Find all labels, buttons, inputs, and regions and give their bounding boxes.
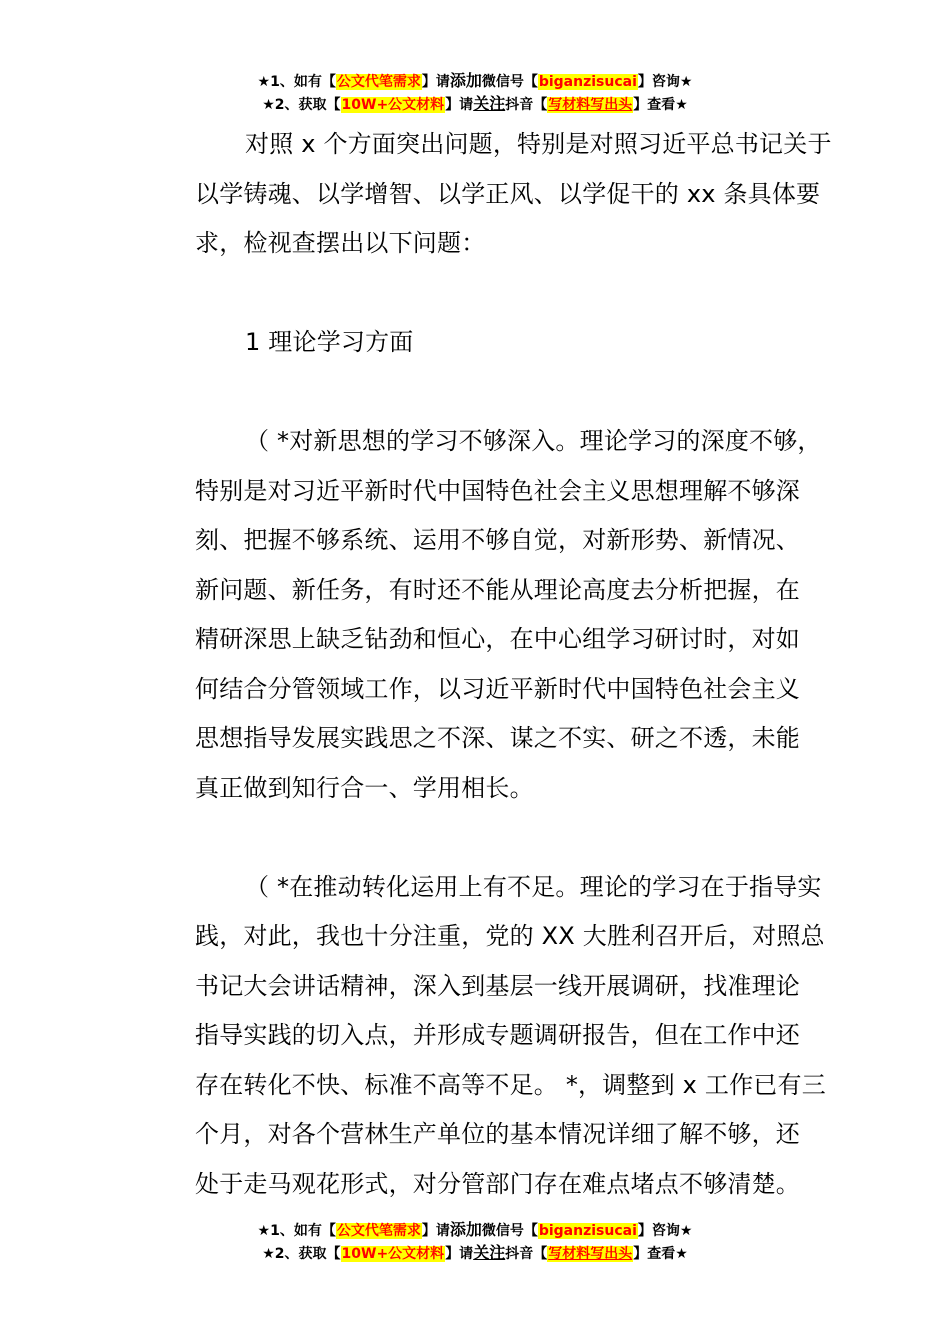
- ad-highlight-materials: 10W+公文材料: [341, 97, 445, 113]
- ad-text: 】请: [445, 1246, 474, 1262]
- ad-text: 微信号【: [481, 74, 538, 90]
- intro-paragraph: [145, 120, 832, 269]
- ad-emphasis-add: 添加: [449, 71, 482, 90]
- section-heading: 1 理论学习方面: [245, 328, 414, 356]
- text-line: 新问题、新任务，有时还不能从理论高度去分析把握，在: [195, 575, 800, 604]
- ad-prefix: ★2、获取【: [262, 97, 341, 113]
- text-line: （ *对新思想的学习不够深入。理论学习的深度不够，: [245, 427, 822, 455]
- text-line: 以学铸魂、以学增智、以学正风、以学促干的 xx 条具体要: [195, 179, 821, 208]
- text-line: 践，对此，我也十分注重，党的 XX 大胜利召开后，对照总: [195, 922, 825, 950]
- document-body: [145, 120, 832, 1209]
- ad-emphasis-follow: 关注: [473, 1243, 506, 1262]
- footer-ad-line-1: [0, 1220, 950, 1241]
- paragraph-gap: [145, 368, 810, 418]
- text-line: 书记大会讲话精神，深入到基层一线开展调研，找准理论: [195, 971, 800, 1000]
- text-line: 真正做到知行合一、学用相长。: [195, 773, 534, 802]
- paragraph-theory-depth: [145, 417, 822, 813]
- text-line: 刻、把握不够系统、运用不够自觉，对新形势、新情况、: [195, 526, 800, 554]
- ad-suffix: 】咨询★: [637, 74, 693, 90]
- text-line: 处于走马观花形式，对分管部门存在难点堵点不够清楚。: [195, 1169, 800, 1198]
- footer-ad-line-2: [0, 1243, 950, 1264]
- ad-highlight-ghostwriting: 公文代笔需求: [336, 74, 421, 90]
- text-line: 特别是对习近平新时代中国特色社会主义思想理解不够深: [195, 476, 800, 505]
- ad-emphasis-follow: 关注: [473, 94, 506, 113]
- ad-highlight-wechat-id: biganzisucai: [538, 74, 637, 90]
- header-ad-line-1: [0, 71, 950, 92]
- text-line: 对照 x 个方面突出问题，特别是对照习近平总书记关于: [245, 130, 832, 158]
- text-line: 精研深思上缺乏钻劲和恒心，在中心组学习研讨时，对如: [195, 625, 800, 653]
- ad-text: 】请: [445, 97, 474, 113]
- ad-suffix: 】咨询★: [637, 1223, 693, 1239]
- text-line: 存在转化不快、标准不高等不足。 *，调整到 x 工作已有三: [195, 1070, 826, 1099]
- ad-text: 抖音【: [505, 97, 548, 113]
- ad-text: 抖音【: [505, 1246, 548, 1262]
- ad-text: 】请: [421, 1223, 450, 1239]
- text-line: 何结合分管领域工作，以习近平新时代中国特色社会主义: [195, 674, 800, 703]
- header-ad-line-2: [0, 94, 950, 115]
- ad-highlight-wechat-id: biganzisucai: [538, 1223, 637, 1239]
- ad-suffix: 】查看★: [633, 1246, 688, 1262]
- ad-prefix: ★2、获取【: [262, 1246, 341, 1262]
- ad-prefix: ★1、如有【: [257, 74, 336, 90]
- ad-highlight-ghostwriting: 公文代笔需求: [336, 1223, 421, 1239]
- text-line: 思想指导发展实践思之不深、谋之不实、研之不透，未能: [195, 724, 800, 752]
- paragraph-gap: [145, 269, 810, 319]
- ad-suffix: 】查看★: [633, 97, 688, 113]
- ad-highlight-materials: 10W+公文材料: [341, 1246, 445, 1262]
- text-line: 求，检视查摆出以下问题：: [195, 229, 486, 257]
- paragraph-gap: [145, 813, 810, 863]
- ad-text: 微信号【: [481, 1223, 538, 1239]
- text-line: 指导实践的切入点，并形成专题调研报告，但在工作中还: [195, 1021, 800, 1049]
- ad-text: 】请: [421, 74, 450, 90]
- ad-highlight-douyin-account: 写材料写出头: [548, 1246, 633, 1262]
- paragraph-application: [145, 863, 826, 1210]
- text-line: 个月，对各个营林生产单位的基本情况详细了解不够，还: [195, 1120, 800, 1148]
- ad-prefix: ★1、如有【: [257, 1223, 336, 1239]
- section-heading-paragraph: [145, 318, 810, 368]
- ad-highlight-douyin-account: 写材料写出头: [548, 97, 633, 113]
- ad-emphasis-add: 添加: [449, 1220, 482, 1239]
- text-line: （ *在推动转化运用上有不足。理论的学习在于指导实: [245, 872, 822, 901]
